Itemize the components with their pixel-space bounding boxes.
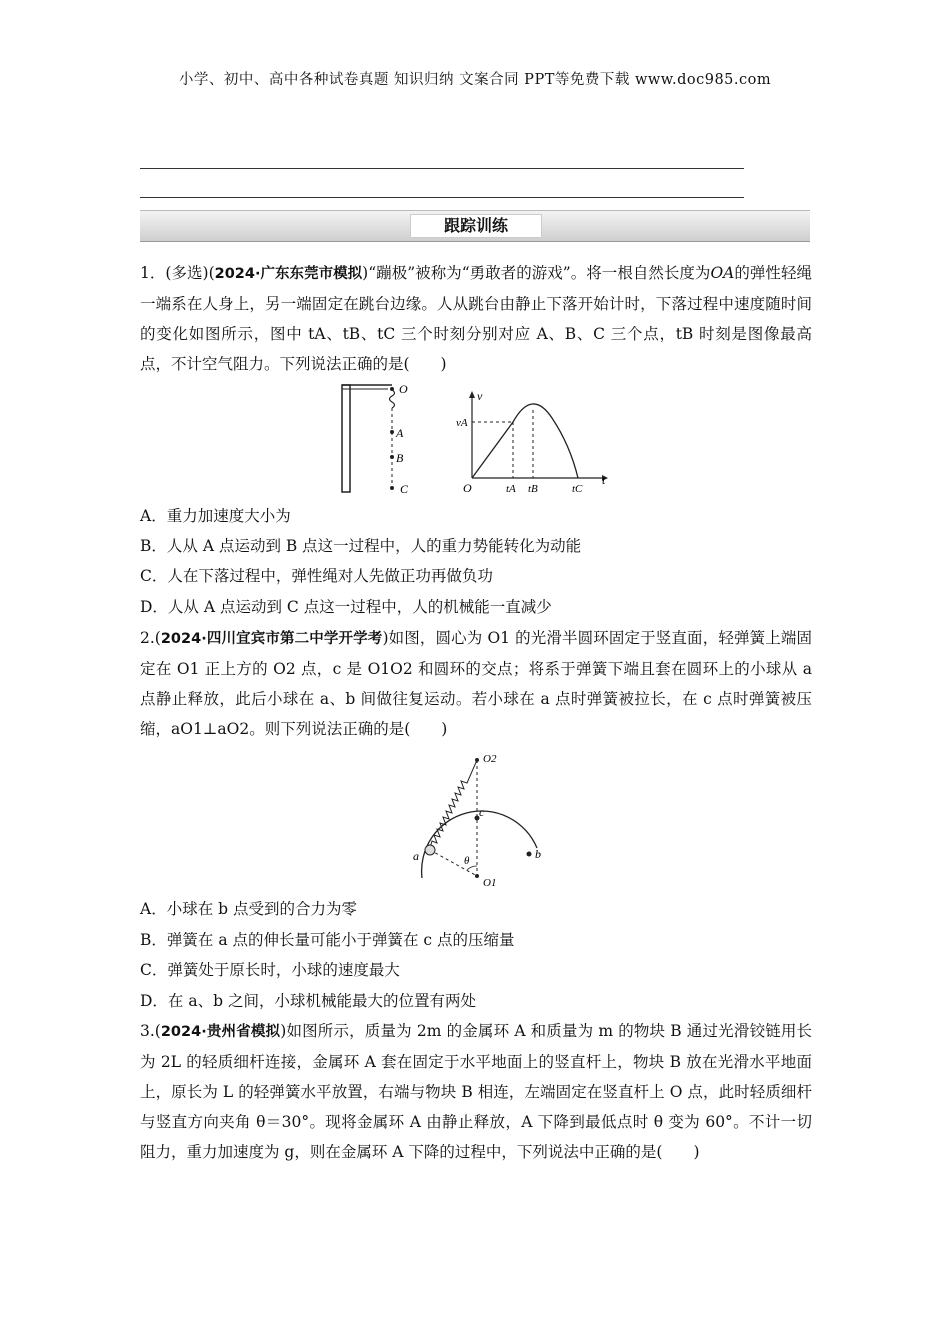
label-v: v — [477, 389, 483, 403]
q1-option-d[interactable]: D．人从 A 点运动到 C 点这一过程中，人的机械能一直减少 — [140, 598, 552, 616]
platform-post — [342, 385, 350, 492]
section-banner — [140, 210, 810, 242]
label-theta: θ — [464, 855, 470, 867]
rope-coil — [390, 390, 395, 408]
point-a — [390, 430, 394, 434]
point-c — [390, 486, 394, 490]
page-header: 小学、初中、高中各种试卷真题 知识归纳 文案合同 PPT等免费下载 www.doc985.com — [178, 72, 772, 88]
label-va: vA — [456, 417, 468, 429]
ball-a — [425, 845, 435, 855]
question-number: 3.( — [140, 1022, 161, 1040]
q1-option-b[interactable]: B．人从 A 点运动到 B 点这一过程中，人的重力势能转化为动能 — [140, 537, 582, 555]
label-tb: tB — [528, 483, 538, 495]
question-tag: (多选)( — [165, 264, 215, 282]
question-source: 2024·四川宜宾市第二中学开学考 — [160, 631, 383, 647]
label-o: O — [399, 382, 408, 396]
answer-line — [140, 197, 744, 198]
q1-option-c[interactable]: C．人在下落过程中，弹性绳对人先做正功再做负功 — [140, 567, 493, 585]
label-o1: O1 — [483, 877, 497, 889]
label-b: b — [535, 847, 541, 861]
q2-option-d[interactable]: D．在 a、b 之间，小球机械能最大的位置有两处 — [140, 992, 476, 1010]
label-a: a — [413, 849, 419, 863]
question-number: 1． — [140, 264, 166, 282]
q2-option-c[interactable]: C．弹簧处于原长时，小球的速度最大 — [140, 961, 400, 979]
velocity-curve — [472, 404, 578, 478]
question-stem: )如图，圆心为 O1 的光滑半圆环固定于竖直面，轻弹簧上端固定在 O1 正上方的 O2 点，c 是 O1O2 和圆环的交点；将系于弹簧下端且套在圆环上的小球从 a 点静止释放，此后小球在 a、b 间做往复运动。若小球在 a 点时弹簧被拉长，在 c 点时弹簧被压缩，aO1⊥aO2。则下列说法正确的是( ) — [140, 629, 812, 738]
label-c: C — [400, 482, 409, 496]
label-origin: O — [463, 481, 472, 495]
point-b — [390, 455, 394, 459]
question-3-text — [140, 1016, 812, 1167]
spring — [430, 760, 477, 848]
q2-option-a[interactable]: A．小球在 b 点受到的合力为零 — [140, 900, 357, 918]
v-axis-arrow — [469, 391, 475, 398]
label-c: c — [479, 805, 485, 819]
radius-a — [430, 850, 477, 876]
label-b: B — [396, 451, 404, 465]
question-source: 2024·贵州省模拟 — [160, 1024, 281, 1040]
semicircle-ring — [422, 811, 537, 878]
q2-figure — [405, 748, 565, 893]
question-1-text: 1．(多选)(2024·广东东莞市模拟)“蹦极”被称为“勇敢者的游戏”。将一根自然长度为OA的弹性轻绳一端系在人身上，另一端固定在跳台边缘。人从跳台由静止下落开始计时，下落过程中速度随时间的变化如图所示，图中 tA、tB、tC 三个时刻分别对应 A、B、C 三个点，tB 时刻是图像最高点，不计空气阻力。下列说法正确的是( ) — [140, 264, 812, 373]
label-t: t — [602, 473, 606, 487]
section-title: 跟踪训练 — [410, 214, 542, 238]
answer-line — [140, 168, 744, 169]
label-ta: tA — [506, 483, 516, 495]
label-tc: tC — [572, 483, 583, 495]
question-source: 2024·广东东莞市模拟 — [214, 266, 363, 282]
point-o — [390, 387, 394, 391]
question-stem: “蹦极”被称为“勇敢者的游戏”。将一根自然长度为 — [368, 264, 711, 282]
question-2-text — [140, 623, 812, 744]
question-stem: 的弹性轻绳一端系在人身上，另一端固定在跳台边缘。人从跳台由静止下落开始计时，下落过程中速度随时间的变化如图所示，图中 tA、tB、tC 三个时刻分别对应 A、B、C 三个点，tB 时刻是图像最高点，不计空气阻力。下列说法正确的是( ) — [140, 264, 812, 373]
label-o2: O2 — [483, 753, 497, 765]
question-stem: )如图所示，质量为 2m 的金属环 A 和质量为 m 的物块 B 通过光滑铰链用长为 2L 的轻质细杆连接，金属环 A 套在固定于水平地面上的竖直杆上，物块 B 放在光滑水平地面上，原长为 L 的轻弹簧水平放置，右端与物块 B 相连，左端固定在竖直杆上 O 点，此时轻质细杆与竖直方向夹角 θ＝30°。现将金属环 A 由静止释放，A 下降到最低点时 θ 变为 60°。不计一切阻力，重力加速度为 g，则在金属环 A 下降的过程中，下列说法中正确的是( ) — [140, 1022, 812, 1161]
q1-figure — [330, 380, 620, 500]
symbol-oa: OA — [710, 264, 735, 282]
point-o2 — [475, 758, 479, 762]
question-number: 2.( — [140, 629, 161, 647]
label-a: A — [396, 426, 404, 440]
point-b — [527, 852, 532, 857]
point-o1 — [475, 874, 479, 878]
q1-option-a[interactable]: A．重力加速度大小为 — [140, 507, 291, 525]
q2-option-b[interactable]: B．弹簧在 a 点的伸长量可能小于弹簧在 c 点的压缩量 — [140, 931, 515, 949]
